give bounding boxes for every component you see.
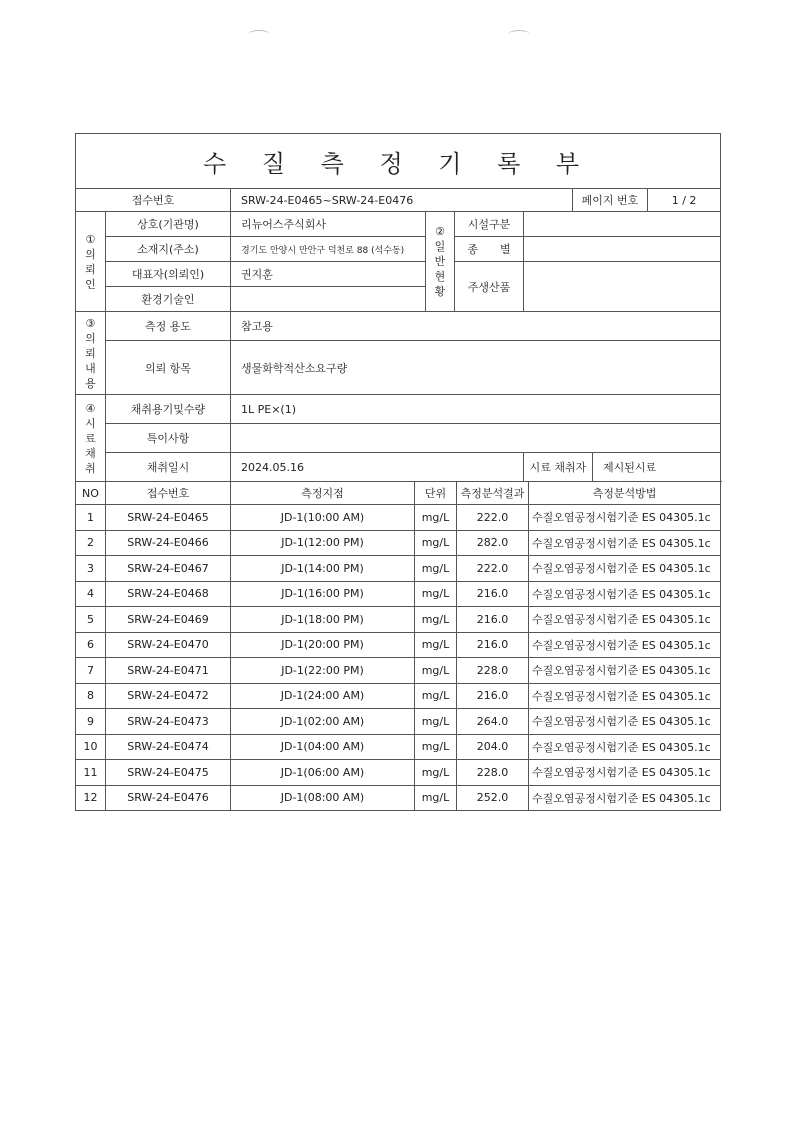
row-method: 수질오염공정시험기준 ES 04305.1c xyxy=(529,530,721,556)
general-status-section-label xyxy=(426,212,455,312)
request-items-value: 생물화학적산소요구량 xyxy=(231,341,721,395)
sampling-date-value: 2024.05.16 xyxy=(231,453,524,482)
facility-label: 시설구분 xyxy=(455,212,524,237)
row-unit: mg/L xyxy=(415,709,457,735)
row-no: 11 xyxy=(76,760,106,786)
row-unit: mg/L xyxy=(415,734,457,760)
purpose-label: 측정 용도 xyxy=(106,312,231,341)
table-row xyxy=(76,530,721,556)
table-row xyxy=(76,632,721,658)
page-number-label: 페이지 번호 xyxy=(573,189,648,212)
row-unit: mg/L xyxy=(415,530,457,556)
row-method: 수질오염공정시험기준 ES 04305.1c xyxy=(529,556,721,582)
product-value xyxy=(524,262,721,312)
row-method: 수질오염공정시험기준 ES 04305.1c xyxy=(529,760,721,786)
row-measurement-point: JD-1(18:00 PM) xyxy=(231,607,415,633)
row-unit: mg/L xyxy=(415,683,457,709)
row-measurement-point: JD-1(10:00 AM) xyxy=(231,505,415,531)
row-unit: mg/L xyxy=(415,556,457,582)
row-unit: mg/L xyxy=(415,607,457,633)
address-label: 소재지(주소) xyxy=(106,237,231,262)
table-row xyxy=(76,607,721,633)
results-header-row xyxy=(76,482,721,505)
representative-value: 권지훈 xyxy=(231,262,426,287)
row-no: 4 xyxy=(76,581,106,607)
notes-label: 특이사항 xyxy=(106,424,231,453)
representative-label: 대표자(의뢰인) xyxy=(106,262,231,287)
results-table xyxy=(75,481,721,811)
row-receipt-number: SRW-24-E0469 xyxy=(106,607,231,633)
row-method: 수질오염공정시험기준 ES 04305.1c xyxy=(529,658,721,684)
row-method: 수질오염공정시험기준 ES 04305.1c xyxy=(529,505,721,531)
info-table xyxy=(75,133,721,482)
row-result: 282.0 xyxy=(457,530,529,556)
facility-value xyxy=(524,212,721,237)
row-no: 1 xyxy=(76,505,106,531)
row-result: 228.0 xyxy=(457,760,529,786)
sampler-value: 제시된시료 xyxy=(593,453,721,482)
requester-section-text: ① 의 뢰 인 xyxy=(85,232,96,291)
row-receipt-number: SRW-24-E0465 xyxy=(106,505,231,531)
punch-hole-mark-right xyxy=(508,30,530,39)
sampling-section-label xyxy=(76,395,106,482)
request-items-label: 의뢰 항목 xyxy=(106,341,231,395)
row-measurement-point: JD-1(04:00 AM) xyxy=(231,734,415,760)
sampling-section-text: ④ 시 료 채 취 xyxy=(85,401,96,475)
row-no: 7 xyxy=(76,658,106,684)
env-technician-label: 환경기술인 xyxy=(106,287,231,312)
row-measurement-point: JD-1(16:00 PM) xyxy=(231,581,415,607)
row-measurement-point: JD-1(02:00 AM) xyxy=(231,709,415,735)
type-value xyxy=(524,237,721,262)
row-method: 수질오염공정시험기준 ES 04305.1c xyxy=(529,581,721,607)
row-measurement-point: JD-1(24:00 AM) xyxy=(231,683,415,709)
table-row xyxy=(76,709,721,735)
product-label: 주생산품 xyxy=(455,262,524,312)
type-label: 종 별 xyxy=(455,237,524,262)
table-row xyxy=(76,683,721,709)
measurement-record-sheet xyxy=(75,133,720,811)
receipt-number-label: 접수번호 xyxy=(76,189,231,212)
row-unit: mg/L xyxy=(415,632,457,658)
sampler-label: 시료 채취자 xyxy=(524,453,593,482)
address-value: 경기도 안양시 만안구 덕천로 88 (석수동) xyxy=(231,237,426,262)
row-receipt-number: SRW-24-E0470 xyxy=(106,632,231,658)
request-section-text: ③ 의 뢰 내 용 xyxy=(85,316,96,390)
row-method: 수질오염공정시험기준 ES 04305.1c xyxy=(529,632,721,658)
row-measurement-point: JD-1(08:00 AM) xyxy=(231,785,415,811)
general-status-section-text: ② 일 반 현 황 xyxy=(434,225,446,298)
sampling-date-label: 채취일시 xyxy=(106,453,231,482)
row-result: 216.0 xyxy=(457,607,529,633)
row-receipt-number: SRW-24-E0474 xyxy=(106,734,231,760)
row-measurement-point: JD-1(22:00 PM) xyxy=(231,658,415,684)
row-result: 216.0 xyxy=(457,683,529,709)
container-label: 채취용기및수량 xyxy=(106,395,231,424)
receipt-number-value: SRW-24-E0465~SRW-24-E0476 xyxy=(231,189,573,212)
header-receipt-number: 접수번호 xyxy=(106,482,231,505)
row-unit: mg/L xyxy=(415,760,457,786)
row-receipt-number: SRW-24-E0467 xyxy=(106,556,231,582)
row-result: 252.0 xyxy=(457,785,529,811)
row-no: 5 xyxy=(76,607,106,633)
header-method: 측정분석방법 xyxy=(529,482,721,505)
page-number-value: 1 / 2 xyxy=(648,189,721,212)
request-section-label xyxy=(76,312,106,395)
row-receipt-number: SRW-24-E0473 xyxy=(106,709,231,735)
row-result: 216.0 xyxy=(457,581,529,607)
company-label: 상호(기관명) xyxy=(106,212,231,237)
row-result: 204.0 xyxy=(457,734,529,760)
row-no: 12 xyxy=(76,785,106,811)
row-method: 수질오염공정시험기준 ES 04305.1c xyxy=(529,734,721,760)
row-unit: mg/L xyxy=(415,658,457,684)
table-row xyxy=(76,760,721,786)
purpose-value: 참고용 xyxy=(231,312,721,341)
container-value: 1L PE×(1) xyxy=(231,395,721,424)
row-result: 222.0 xyxy=(457,505,529,531)
row-method: 수질오염공정시험기준 ES 04305.1c xyxy=(529,709,721,735)
table-row xyxy=(76,505,721,531)
row-no: 6 xyxy=(76,632,106,658)
table-row xyxy=(76,658,721,684)
row-method: 수질오염공정시험기준 ES 04305.1c xyxy=(529,683,721,709)
row-unit: mg/L xyxy=(415,505,457,531)
row-measurement-point: JD-1(06:00 AM) xyxy=(231,760,415,786)
row-method: 수질오염공정시험기준 ES 04305.1c xyxy=(529,607,721,633)
row-receipt-number: SRW-24-E0472 xyxy=(106,683,231,709)
row-measurement-point: JD-1(20:00 PM) xyxy=(231,632,415,658)
row-receipt-number: SRW-24-E0475 xyxy=(106,760,231,786)
company-value: 리뉴어스주식회사 xyxy=(231,212,426,237)
row-result: 264.0 xyxy=(457,709,529,735)
row-method: 수질오염공정시험기준 ES 04305.1c xyxy=(529,785,721,811)
table-row xyxy=(76,581,721,607)
row-unit: mg/L xyxy=(415,581,457,607)
header-no: NO xyxy=(76,482,106,505)
table-row xyxy=(76,556,721,582)
row-no: 2 xyxy=(76,530,106,556)
row-receipt-number: SRW-24-E0466 xyxy=(106,530,231,556)
row-receipt-number: SRW-24-E0468 xyxy=(106,581,231,607)
table-row xyxy=(76,785,721,811)
table-row xyxy=(76,734,721,760)
document-title: 수 질 측 정 기 록 부 xyxy=(76,134,721,189)
row-no: 9 xyxy=(76,709,106,735)
row-result: 216.0 xyxy=(457,632,529,658)
row-receipt-number: SRW-24-E0471 xyxy=(106,658,231,684)
row-no: 8 xyxy=(76,683,106,709)
requester-section-label xyxy=(76,212,106,312)
punch-hole-mark-left xyxy=(248,30,270,39)
header-measurement-point: 측정지점 xyxy=(231,482,415,505)
row-measurement-point: JD-1(14:00 PM) xyxy=(231,556,415,582)
row-result: 222.0 xyxy=(457,556,529,582)
row-measurement-point: JD-1(12:00 PM) xyxy=(231,530,415,556)
row-no: 3 xyxy=(76,556,106,582)
row-result: 228.0 xyxy=(457,658,529,684)
header-unit: 단위 xyxy=(415,482,457,505)
row-unit: mg/L xyxy=(415,785,457,811)
row-receipt-number: SRW-24-E0476 xyxy=(106,785,231,811)
env-technician-value xyxy=(231,287,426,312)
header-result: 측정분석결과 xyxy=(457,482,529,505)
row-no: 10 xyxy=(76,734,106,760)
notes-value xyxy=(231,424,721,453)
